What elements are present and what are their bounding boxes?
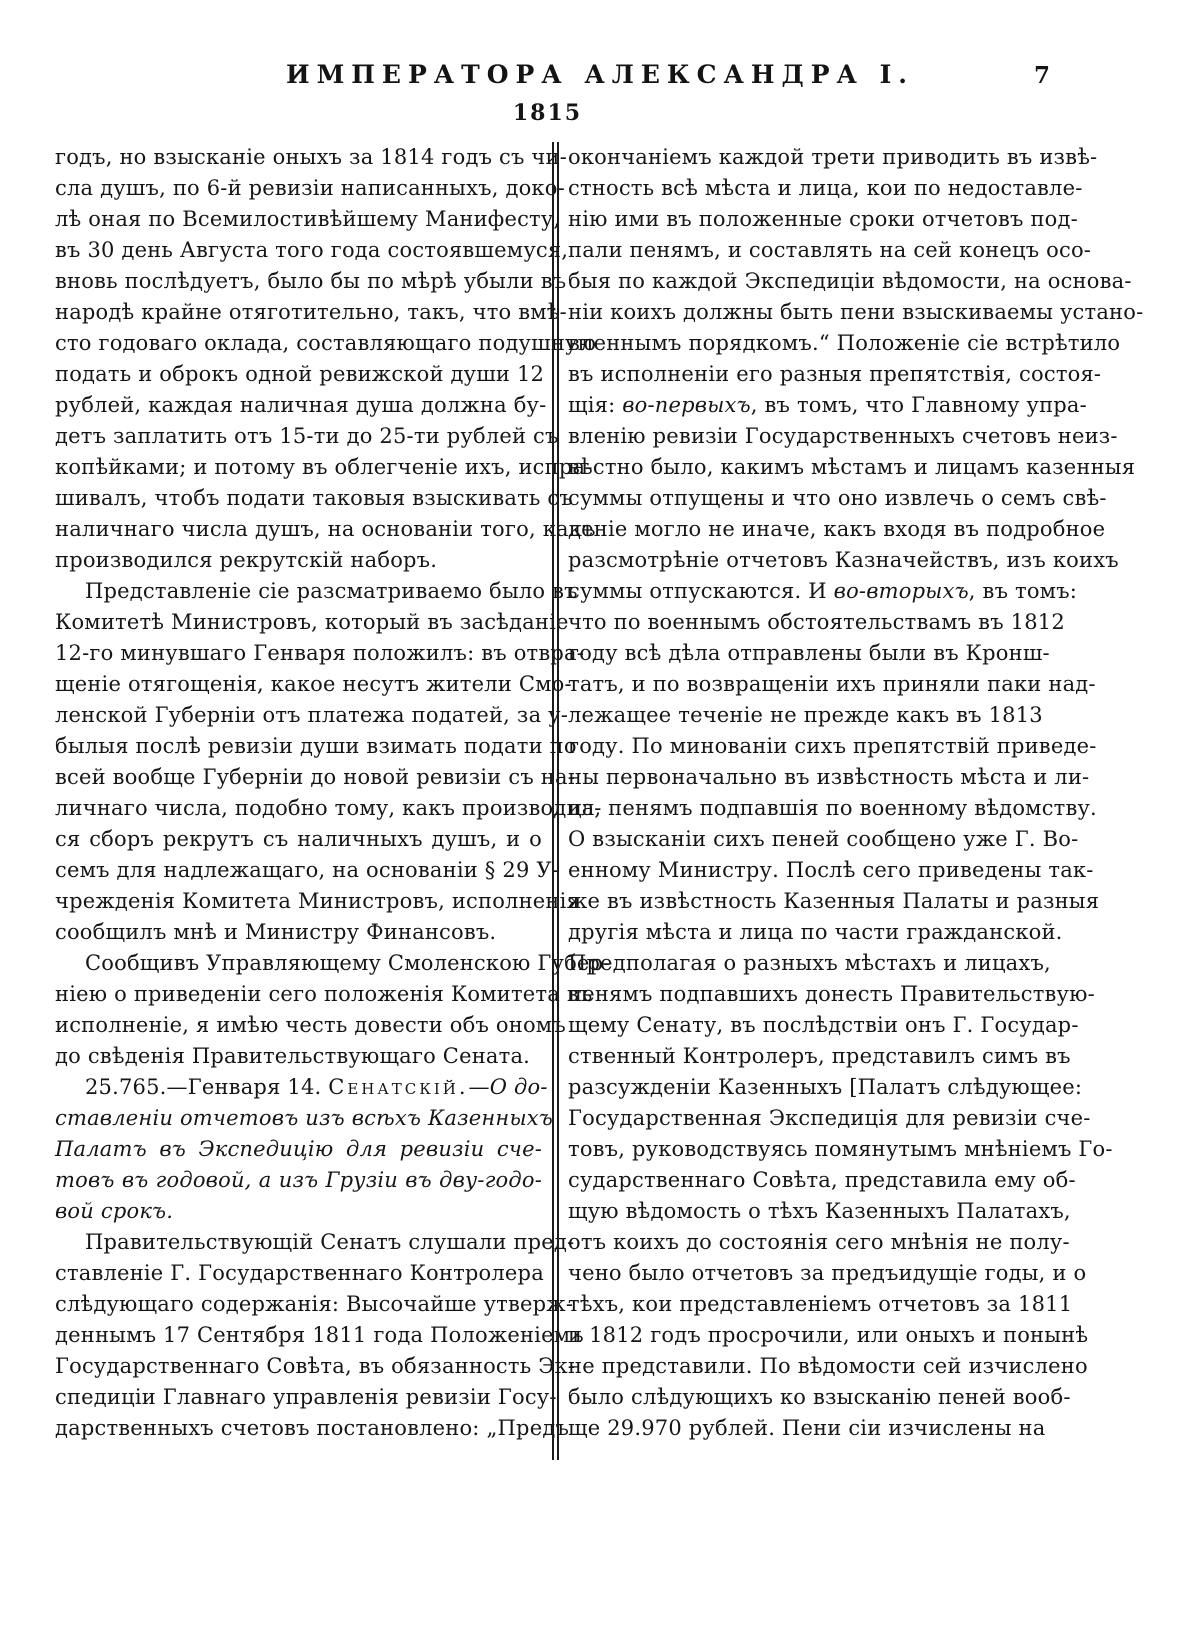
text-line — [55, 514, 596, 545]
text-segment: во-первыхъ — [622, 393, 751, 417]
text-segment: году всѣ дѣла отправлены были въ Кронш- — [568, 641, 1050, 665]
text-segment: же въ извѣстность Казенныя Палаты и разныя — [568, 889, 1100, 913]
text-line — [55, 173, 565, 204]
text-line — [55, 1010, 566, 1041]
text-line — [55, 452, 593, 483]
text-line — [55, 1165, 542, 1196]
text-line — [568, 979, 1095, 1010]
text-segment: щія: — [568, 393, 623, 417]
text-segment: отъ коихъ до состоянія сего мнѣнія не полу- — [568, 1230, 1070, 1254]
text-segment: копѣйками; и потому въ облегченіе ихъ, испра- — [55, 455, 593, 479]
text-line — [568, 669, 1096, 700]
text-segment: товъ въ годовой, а изъ Грузіи въ дву-годо- — [55, 1168, 542, 1192]
text-line — [568, 1382, 1071, 1413]
text-segment: былыя послѣ ревизіи души взимать подати по — [55, 734, 577, 758]
text-segment: Государственнаго Совѣта, въ обязанность Эк- — [55, 1354, 576, 1378]
text-line — [568, 793, 1097, 824]
text-segment: ца, пенямъ подпавшія по военному вѣдомству. — [568, 796, 1097, 820]
text-segment: ще 29.970 рублей. Пени сіи изчислены на — [568, 1416, 1046, 1440]
text-line — [568, 1351, 1088, 1382]
text-line — [568, 173, 1083, 204]
text-line — [55, 762, 575, 793]
text-line — [568, 204, 1078, 235]
text-segment: Представленіе сіе разсматриваемо было въ — [85, 579, 578, 603]
text-line — [568, 545, 1119, 576]
text-line — [568, 483, 1107, 514]
text-line — [55, 948, 611, 979]
text-segment: вленію ревизіи Государственныхъ счетовъ неиз- — [568, 424, 1118, 448]
text-line — [568, 638, 1050, 669]
text-segment: Палатъ въ Экспедицію для ревизіи сче- — [55, 1137, 542, 1161]
text-segment: разсмотрѣніе отчетовъ Казначействъ, изъ коихъ — [568, 548, 1119, 572]
text-segment: народѣ крайне отяготительно, такъ, что вмѣ- — [55, 300, 567, 324]
text-line — [568, 576, 1078, 607]
text-line — [568, 359, 1102, 390]
text-segment: вновь послѣдуетъ, было бы по мѣрѣ убыли въ — [55, 269, 567, 293]
text-line — [55, 731, 577, 762]
text-segment: пали пенямъ, и составлять на сей конецъ осо- — [568, 238, 1092, 262]
text-line — [55, 390, 547, 421]
text-segment: лѣ оная по Всемилостивѣйшему Манифесту, — [55, 207, 561, 231]
text-segment: производился рекрутскій наборъ. — [55, 548, 438, 572]
text-line — [568, 1010, 1079, 1041]
text-segment: дарственныхъ счетовъ постановлено: „Предъ — [55, 1416, 570, 1440]
page-number: 7 — [1033, 62, 1050, 89]
text-line — [568, 1258, 1087, 1289]
text-line — [55, 979, 593, 1010]
text-line — [568, 917, 1063, 948]
text-line — [568, 514, 1106, 545]
text-segment: тѣхъ, кои представленіемъ отчетовъ за 1811 — [568, 1292, 1073, 1316]
text-line — [568, 266, 1132, 297]
text-segment: О до- — [489, 1075, 548, 1099]
text-line — [55, 607, 569, 638]
text-line — [568, 948, 1051, 979]
text-segment: щему Сенату, въ послѣдствіи онъ Г. Государ- — [568, 1013, 1079, 1037]
text-segment: суммы отпускаются. И — [568, 579, 834, 603]
text-line — [568, 421, 1118, 452]
text-segment: шивалъ, чтобъ подати таковыя взыскивать съ — [55, 486, 573, 510]
text-segment: ставленіи отчетовъ изъ всѣхъ Казенныхъ — [55, 1106, 554, 1130]
text-segment: Сенатскій. — [328, 1075, 469, 1099]
text-line — [55, 483, 573, 514]
text-line — [55, 1072, 548, 1103]
text-segment: вѣстно было, какимъ мѣстамъ и лицамъ казенныя — [568, 455, 1136, 479]
text-segment: Правительствующій Сенатъ слушали пред- — [85, 1230, 575, 1254]
text-segment: году. По минованіи сихъ препятствій приведе- — [568, 734, 1097, 758]
text-line — [55, 638, 585, 669]
text-segment: , въ томъ: — [968, 579, 1078, 603]
text-segment: подать и оброкъ одной ревижской души 12 — [55, 362, 545, 386]
text-segment: въ исполненіи его разныя препятствія, состоя- — [568, 362, 1102, 386]
text-line — [55, 855, 560, 886]
text-line — [55, 1289, 574, 1320]
text-line — [55, 1227, 575, 1258]
text-segment: — — [468, 1075, 490, 1099]
text-segment: О взысканіи сихъ пеней сообщено уже Г. Во- — [568, 827, 1079, 851]
text-line — [55, 793, 602, 824]
text-segment: щую вѣдомость о тѣхъ Казенныхъ Палатахъ, — [568, 1199, 1071, 1223]
text-segment: деннымъ 17 Сентября 1811 года Положеніемъ — [55, 1323, 584, 1347]
text-segment: Предполагая о разныхъ мѣстахъ и лицахъ, — [568, 951, 1051, 975]
text-line — [568, 1320, 1089, 1351]
text-segment: стность всѣ мѣста и лица, кои по недоставле- — [568, 176, 1083, 200]
text-line — [55, 886, 580, 917]
text-segment: вленнымъ порядкомъ.“ Положеніе сіе встрѣтило — [568, 331, 1121, 355]
text-line — [55, 297, 567, 328]
text-segment: рублей, каждая наличная душа должна бу- — [55, 393, 547, 417]
text-segment: не представили. По вѣдомости сей изчислено — [568, 1354, 1088, 1378]
text-line — [568, 1041, 1071, 1072]
text-line — [568, 886, 1100, 917]
text-line — [55, 700, 569, 731]
text-line — [568, 1196, 1071, 1227]
text-line — [55, 1351, 576, 1382]
text-segment: разсужденіи Казенныхъ [Палатъ слѣдующее: — [568, 1075, 1083, 1099]
text-segment: и 1812 годъ просрочили, или оныхъ и понынѣ — [568, 1323, 1089, 1347]
text-line — [55, 1103, 554, 1134]
text-segment: ны первоначально въ извѣстность мѣста и ли- — [568, 765, 1090, 789]
text-line — [568, 142, 1098, 173]
text-segment: деніе могло не иначе, какъ входя въ подробное — [568, 517, 1106, 541]
text-segment: Комитетѣ Министровъ, который въ засѣданіе — [55, 610, 569, 634]
text-line — [568, 762, 1090, 793]
text-line — [55, 1134, 542, 1165]
text-segment: было слѣдующихъ ко взысканію пеней вооб- — [568, 1385, 1071, 1409]
text-line — [55, 359, 545, 390]
text-segment: ніи коихъ должны быть пени взыскиваемы устано- — [568, 300, 1144, 324]
text-segment: 12-го минувшаго Генваря положилъ: въ отвра- — [55, 641, 585, 665]
text-line — [568, 824, 1079, 855]
text-segment: , въ томъ, что Главному упра- — [750, 393, 1087, 417]
text-line — [55, 1196, 542, 1227]
text-segment: енному Министру. Послѣ сего приведены так- — [568, 858, 1094, 882]
right-column — [568, 142, 1144, 1460]
column-divider-area — [542, 142, 568, 1460]
text-line — [55, 142, 568, 173]
text-segment: сообщилъ мнѣ и Министру Финансовъ. — [55, 920, 497, 944]
text-segment: 25.765.—Генваря 14. — [85, 1075, 329, 1099]
text-block — [55, 142, 1144, 1460]
text-segment: спедиціи Главнаго управленія ревизіи Госу- — [55, 1385, 557, 1409]
text-segment: татъ, и по возвращеніи ихъ приняли паки над- — [568, 672, 1096, 696]
text-line — [55, 1320, 584, 1351]
text-segment: ставленіе Г. Государственнаго Контролера — [55, 1261, 544, 1285]
text-line — [568, 1072, 1083, 1103]
running-head-title: ИМПЕРАТОРА АЛЕКСАНДРА I. — [286, 60, 914, 89]
text-line — [568, 235, 1092, 266]
text-segment: ся сборъ рекрутъ съ наличныхъ душъ, и о — [55, 827, 542, 851]
text-segment: суммы отпущены и что оно извлечь о семъ свѣ- — [568, 486, 1107, 510]
text-segment: нію ими въ положенные сроки отчетовъ под- — [568, 207, 1078, 231]
text-segment: чено было отчетовъ за предъидущіе годы, и о — [568, 1261, 1087, 1285]
text-line — [568, 297, 1144, 328]
text-segment: слѣдующаго содержанія: Высочайше утверж- — [55, 1292, 574, 1316]
text-segment: Государственная Экспедиція для ревизіи сче- — [568, 1106, 1091, 1130]
text-segment: быя по каждой Экспедиціи вѣдомости, на основа- — [568, 269, 1132, 293]
text-line — [568, 390, 1087, 421]
text-line — [568, 1134, 1113, 1165]
text-segment: окончаніемъ каждой трети приводить въ извѣ- — [568, 145, 1098, 169]
text-line — [568, 1103, 1091, 1134]
text-line — [568, 1289, 1073, 1320]
text-segment: товъ, руководствуясь помянутымъ мнѣніемъ Го- — [568, 1137, 1113, 1161]
text-segment: щеніе отягощенія, какое несутъ жители Смо- — [55, 672, 572, 696]
text-segment: до свѣденія Правительствующаго Сената. — [55, 1044, 531, 1068]
text-line — [55, 421, 559, 452]
text-line — [568, 1227, 1070, 1258]
text-line — [55, 576, 578, 607]
text-line — [55, 1382, 557, 1413]
text-segment: наличнаго числа душъ, на основаніи того, какъ — [55, 517, 596, 541]
text-line — [568, 328, 1121, 359]
text-line — [55, 669, 572, 700]
text-line — [55, 1413, 570, 1444]
text-line — [55, 328, 597, 359]
text-segment: лежащее теченіе не прежде какъ въ 1813 — [568, 703, 1043, 727]
text-line — [55, 266, 567, 297]
text-segment: всей вообще Губерніи до новой ревизіи съ на- — [55, 765, 575, 789]
text-line — [568, 731, 1097, 762]
text-segment: годъ, но взысканіе оныхъ за 1814 годъ съ чи- — [55, 145, 568, 169]
text-segment: сударственнаго Совѣта, представила ему об- — [568, 1168, 1076, 1192]
text-segment: вой срокъ. — [55, 1199, 174, 1223]
text-line — [55, 204, 561, 235]
text-segment: сла душъ, по 6-й ревизіи написанныхъ, доко- — [55, 176, 565, 200]
text-segment: Сообщивъ Управляющему Смоленскою Губер- — [85, 951, 611, 975]
year-heading: 1815 — [512, 100, 583, 126]
text-line — [55, 1258, 542, 1289]
text-segment: ленской Губерніи отъ платежа податей, за у- — [55, 703, 569, 727]
text-line — [568, 700, 1043, 731]
text-segment: во-вторыхъ — [833, 579, 969, 603]
text-line — [568, 1165, 1076, 1196]
text-line — [568, 855, 1094, 886]
text-segment: чрежденія Комитета Министровъ, исполненія — [55, 889, 580, 913]
text-line — [55, 824, 542, 855]
text-segment: въ 30 день Августа того года состоявшемуся, — [55, 238, 569, 262]
text-segment: семъ для надлежащаго, на основаніи § 29 У- — [55, 858, 560, 882]
text-segment: пенямъ подпавшихъ донесть Правительствую- — [568, 982, 1095, 1006]
text-segment: детъ заплатить отъ 15-ти до 25-ти рублей съ — [55, 424, 559, 448]
text-line — [568, 452, 1136, 483]
text-line — [55, 917, 542, 948]
text-segment: личнаго числа, подобно тому, какъ производил- — [55, 796, 602, 820]
text-segment: ственный Контролеръ, представилъ симъ въ — [568, 1044, 1071, 1068]
text-line — [55, 545, 542, 576]
text-segment: ніею о приведеніи сего положенія Комитета въ — [55, 982, 593, 1006]
text-line — [55, 235, 569, 266]
text-segment: что по военнымъ обстоятельствамъ въ 1812 — [568, 610, 1065, 634]
column-divider-rule — [552, 142, 559, 1460]
text-segment: сто годоваго оклада, составляющаго подушную — [55, 331, 597, 355]
text-segment: другія мѣста и лица по части гражданской. — [568, 920, 1063, 944]
text-line — [568, 607, 1065, 638]
text-line — [55, 1041, 542, 1072]
text-segment: исполненіе, я имѣю честь довести объ ономъ — [55, 1013, 566, 1037]
text-line — [568, 1413, 1046, 1444]
